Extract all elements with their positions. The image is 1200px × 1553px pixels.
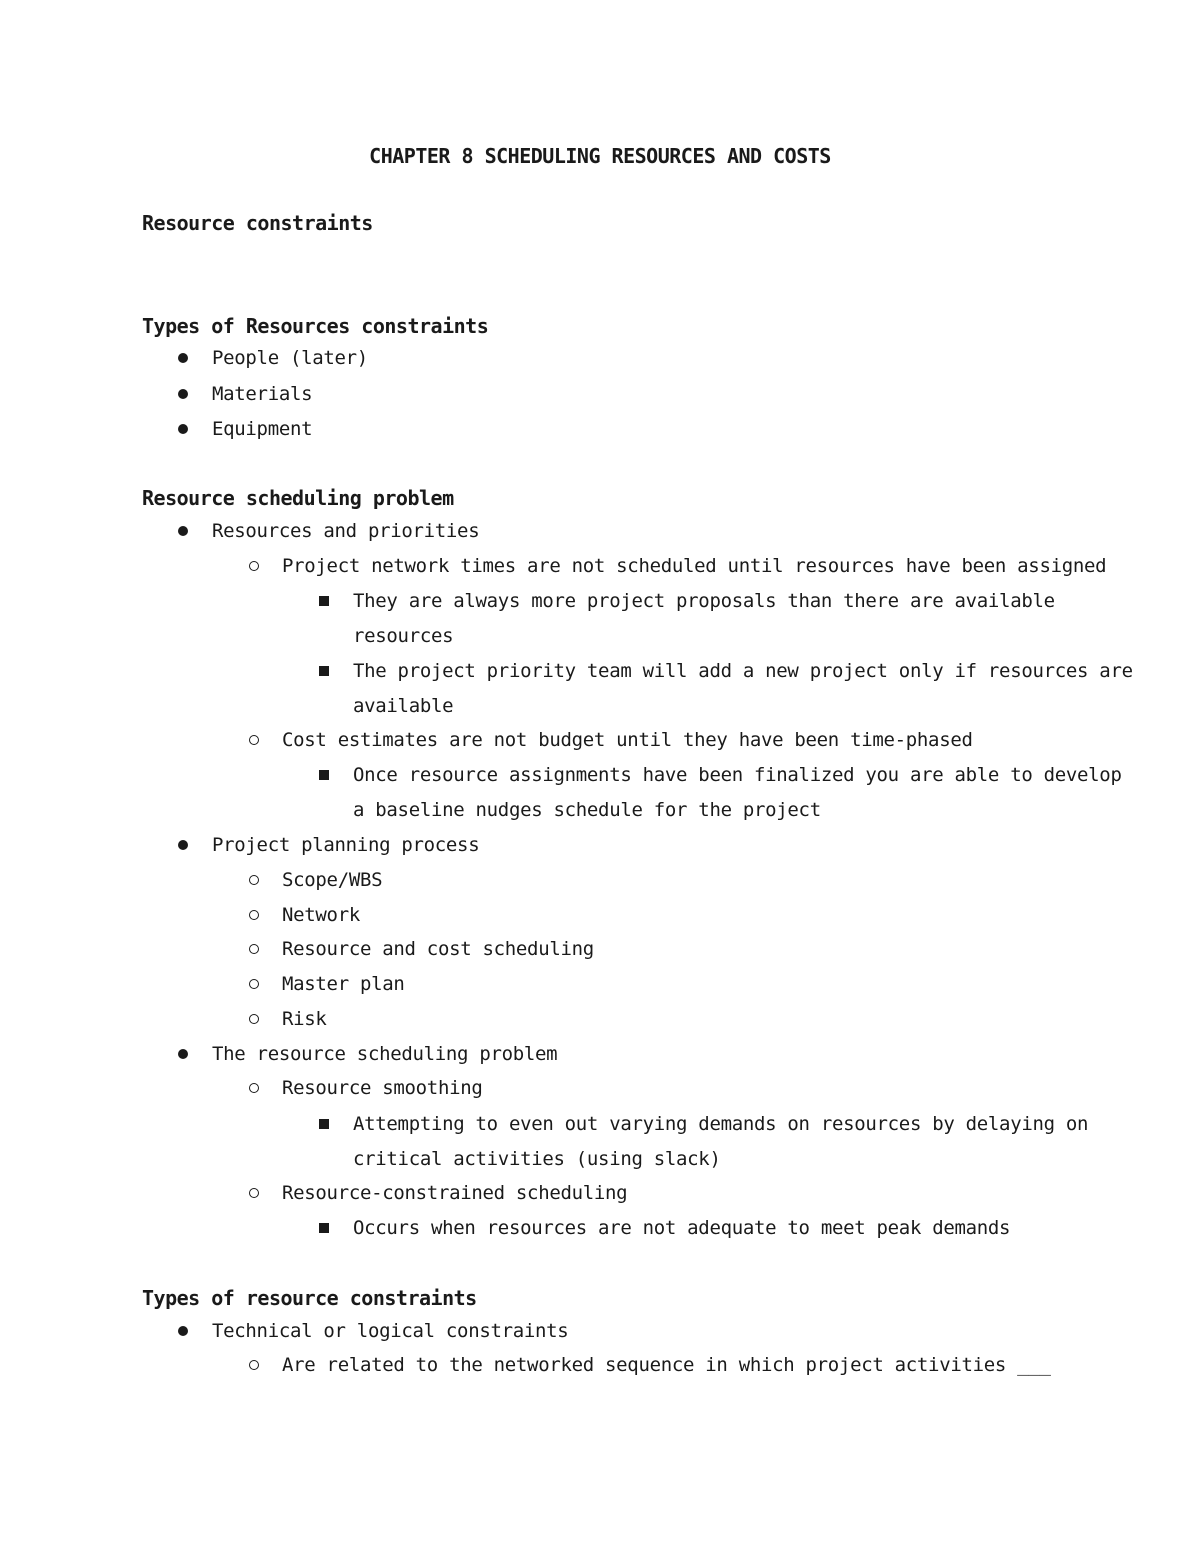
list-item: Risk bbox=[282, 1008, 327, 1030]
list-item: Technical or logical constraints bbox=[212, 1320, 569, 1342]
bullet-circle-icon bbox=[249, 1014, 259, 1024]
bullet-circle-icon bbox=[249, 735, 259, 745]
heading-resource-constraints: Resource constraints bbox=[142, 211, 373, 235]
list-item: Once resource assignments have been finalized you are able to develop bbox=[353, 764, 1122, 786]
bullet-disc-icon bbox=[178, 526, 188, 536]
list-item: Cost estimates are not budget until they have been time-phased bbox=[282, 729, 973, 751]
bullet-disc-icon bbox=[178, 424, 188, 434]
bullet-circle-icon bbox=[249, 1083, 259, 1093]
list-item: Resources and priorities bbox=[212, 520, 480, 542]
bullet-circle-icon bbox=[249, 979, 259, 989]
page-title: CHAPTER 8 SCHEDULING RESOURCES AND COSTS bbox=[369, 144, 831, 168]
heading-types-of-resource-constraints: Types of resource constraints bbox=[142, 1286, 477, 1310]
list-item: The resource scheduling problem bbox=[212, 1043, 558, 1065]
list-item: Attempting to even out varying demands on resources by delaying on bbox=[353, 1113, 1089, 1135]
list-item: Scope/WBS bbox=[282, 869, 383, 891]
bullet-circle-icon bbox=[249, 875, 259, 885]
bullet-circle-icon bbox=[249, 1188, 259, 1198]
bullet-disc-icon bbox=[178, 840, 188, 850]
list-item: The project priority team will add a new project only if resources are bbox=[353, 660, 1133, 682]
list-item: Project network times are not scheduled until resources have been assigned bbox=[282, 555, 1107, 577]
bullet-square-icon bbox=[319, 596, 329, 606]
list-item: Materials bbox=[212, 383, 313, 405]
bullet-disc-icon bbox=[178, 353, 188, 363]
list-item: Resource-constrained scheduling bbox=[282, 1182, 628, 1204]
list-item: People (later) bbox=[212, 347, 368, 369]
bullet-disc-icon bbox=[178, 389, 188, 399]
bullet-square-icon bbox=[319, 1119, 329, 1129]
bullet-circle-icon bbox=[249, 944, 259, 954]
list-item-continuation: a baseline nudges schedule for the project bbox=[353, 799, 821, 821]
bullet-square-icon bbox=[319, 770, 329, 780]
list-item-continuation: critical activities (using slack) bbox=[353, 1148, 721, 1170]
bullet-disc-icon bbox=[178, 1326, 188, 1336]
list-item: Master plan bbox=[282, 973, 405, 995]
bullet-square-icon bbox=[319, 666, 329, 676]
bullet-circle-icon bbox=[249, 561, 259, 571]
list-item: Project planning process bbox=[212, 834, 480, 856]
list-item-continuation: available bbox=[353, 695, 454, 717]
list-item: Are related to the networked sequence in which project activities ___ bbox=[282, 1354, 1051, 1376]
bullet-disc-icon bbox=[178, 1049, 188, 1059]
list-item: Occurs when resources are not adequate to meet peak demands bbox=[353, 1217, 1011, 1239]
bullet-circle-icon bbox=[249, 910, 259, 920]
bullet-circle-icon bbox=[249, 1360, 259, 1370]
list-item-continuation: resources bbox=[353, 625, 454, 647]
heading-types-of-resources-constraints: Types of Resources constraints bbox=[142, 314, 489, 338]
list-item: Equipment bbox=[212, 418, 313, 440]
list-item: Resource smoothing bbox=[282, 1077, 483, 1099]
list-item: Resource and cost scheduling bbox=[282, 938, 594, 960]
list-item: Network bbox=[282, 904, 360, 926]
heading-resource-scheduling-problem: Resource scheduling problem bbox=[142, 486, 454, 510]
bullet-square-icon bbox=[319, 1223, 329, 1233]
list-item: They are always more project proposals than there are available bbox=[353, 590, 1055, 612]
